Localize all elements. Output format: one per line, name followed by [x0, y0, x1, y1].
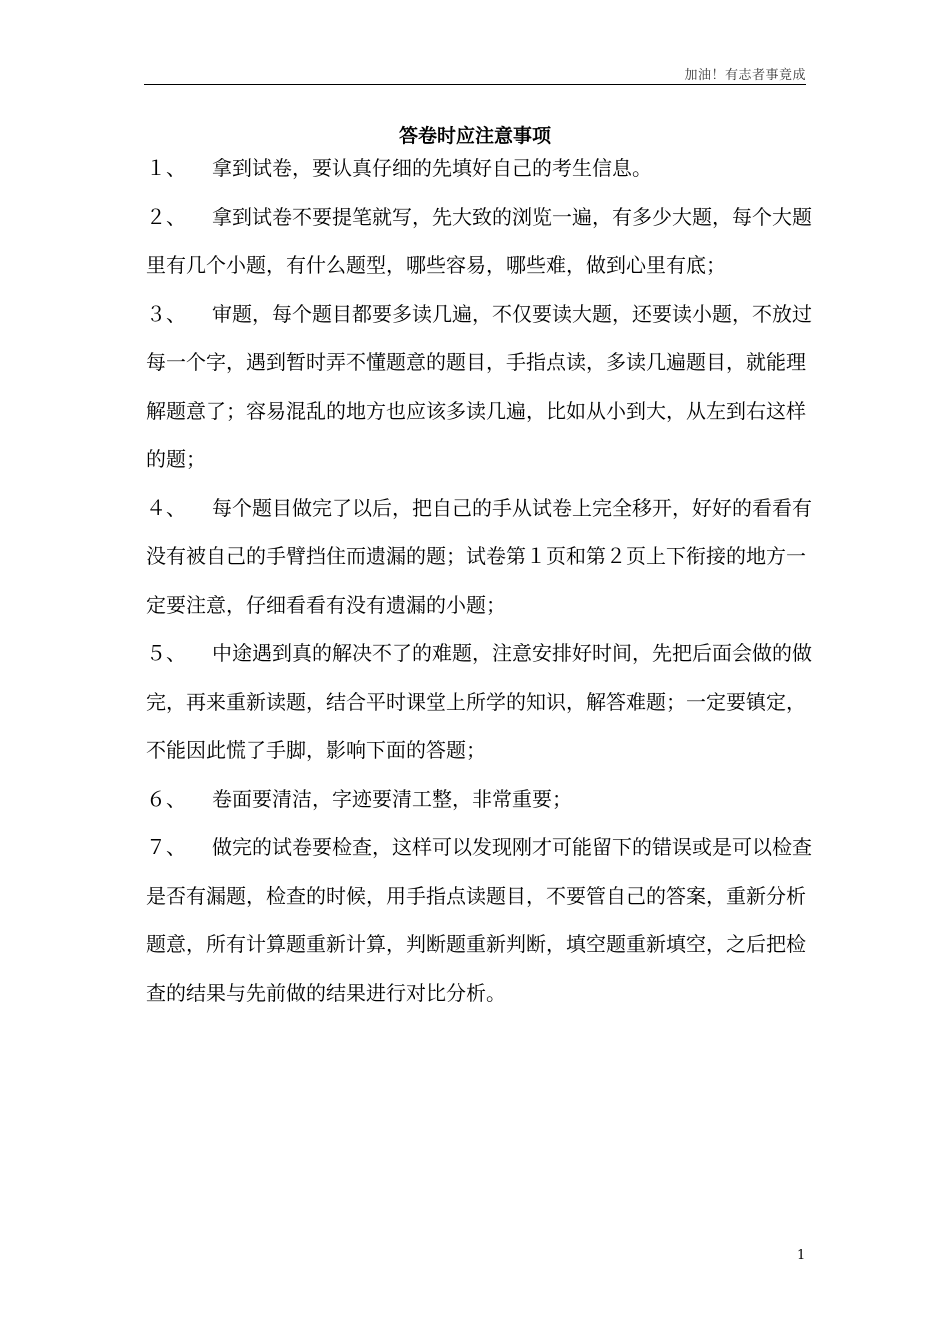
- item-number: ７、: [146, 835, 186, 859]
- header-motto: 加油！有志者事竟成: [684, 68, 806, 83]
- list-item-2: [146, 193, 816, 290]
- item-text: 中途遇到真的解决不了的难题，注意安排好时间，先把后面会做的做完，再来重新读题，结合平时课堂上所学的知识，解答难题；一定要镇定，不能因此慌了手脚，影响下面的答题；: [146, 641, 812, 762]
- item-number: １、: [146, 156, 186, 180]
- list-item-5: [146, 629, 816, 775]
- list-item-6: [146, 775, 816, 824]
- list-item-7: [146, 823, 816, 1017]
- document-body: [146, 144, 816, 1017]
- document-title: 答卷时应注意事项: [398, 125, 551, 147]
- page-number: 1: [797, 1248, 806, 1263]
- item-number: ３、: [146, 301, 186, 326]
- list-item-4: [146, 484, 816, 630]
- item-number: ４、: [146, 495, 186, 520]
- item-text: 审题，每个题目都要多读几遍，不仅要读大题，还要读小题，不放过每一个字，遇到暂时弄不懂题意的题目，手指点读，多读几遍题目，就能理解题意了；容易混乱的地方也应该多读几遍，比如从小到大，从左到右这样的题；: [146, 301, 812, 471]
- header-divider: [144, 84, 806, 85]
- item-number: ５、: [146, 641, 186, 665]
- item-number: ６、: [146, 786, 186, 811]
- list-item-3: [146, 290, 816, 484]
- item-text: 拿到试卷，要认真仔细的先填好自己的考生信息。: [212, 156, 652, 180]
- item-text: 卷面要清洁，字迹要清工整，非常重要；: [212, 786, 572, 811]
- item-text: 每个题目做完了以后，把自己的手从试卷上完全移开，好好的看看有没有被自己的手臂挡住而遗漏的题；试卷第１页和第２页上下衔接的地方一定要注意，仔细看看有没有遗漏的小题；: [146, 495, 812, 617]
- list-item-1: [146, 144, 816, 193]
- item-text: 拿到试卷不要提笔就写，先大致的浏览一遍，有多少大题，每个大题里有几个小题，有什么题型，哪些容易，哪些难，做到心里有底；: [146, 204, 812, 277]
- item-text: 做完的试卷要检查，这样可以发现刚才可能留下的错误或是可以检查是否有漏题，检查的时候，用手指点读题目，不要管自己的答案，重新分析题意，所有计算题重新计算，判断题重新判断，填空题重新填空，之后把检查的结果与先前做的结果进行对比分析。: [146, 835, 812, 1005]
- item-number: ２、: [146, 204, 186, 229]
